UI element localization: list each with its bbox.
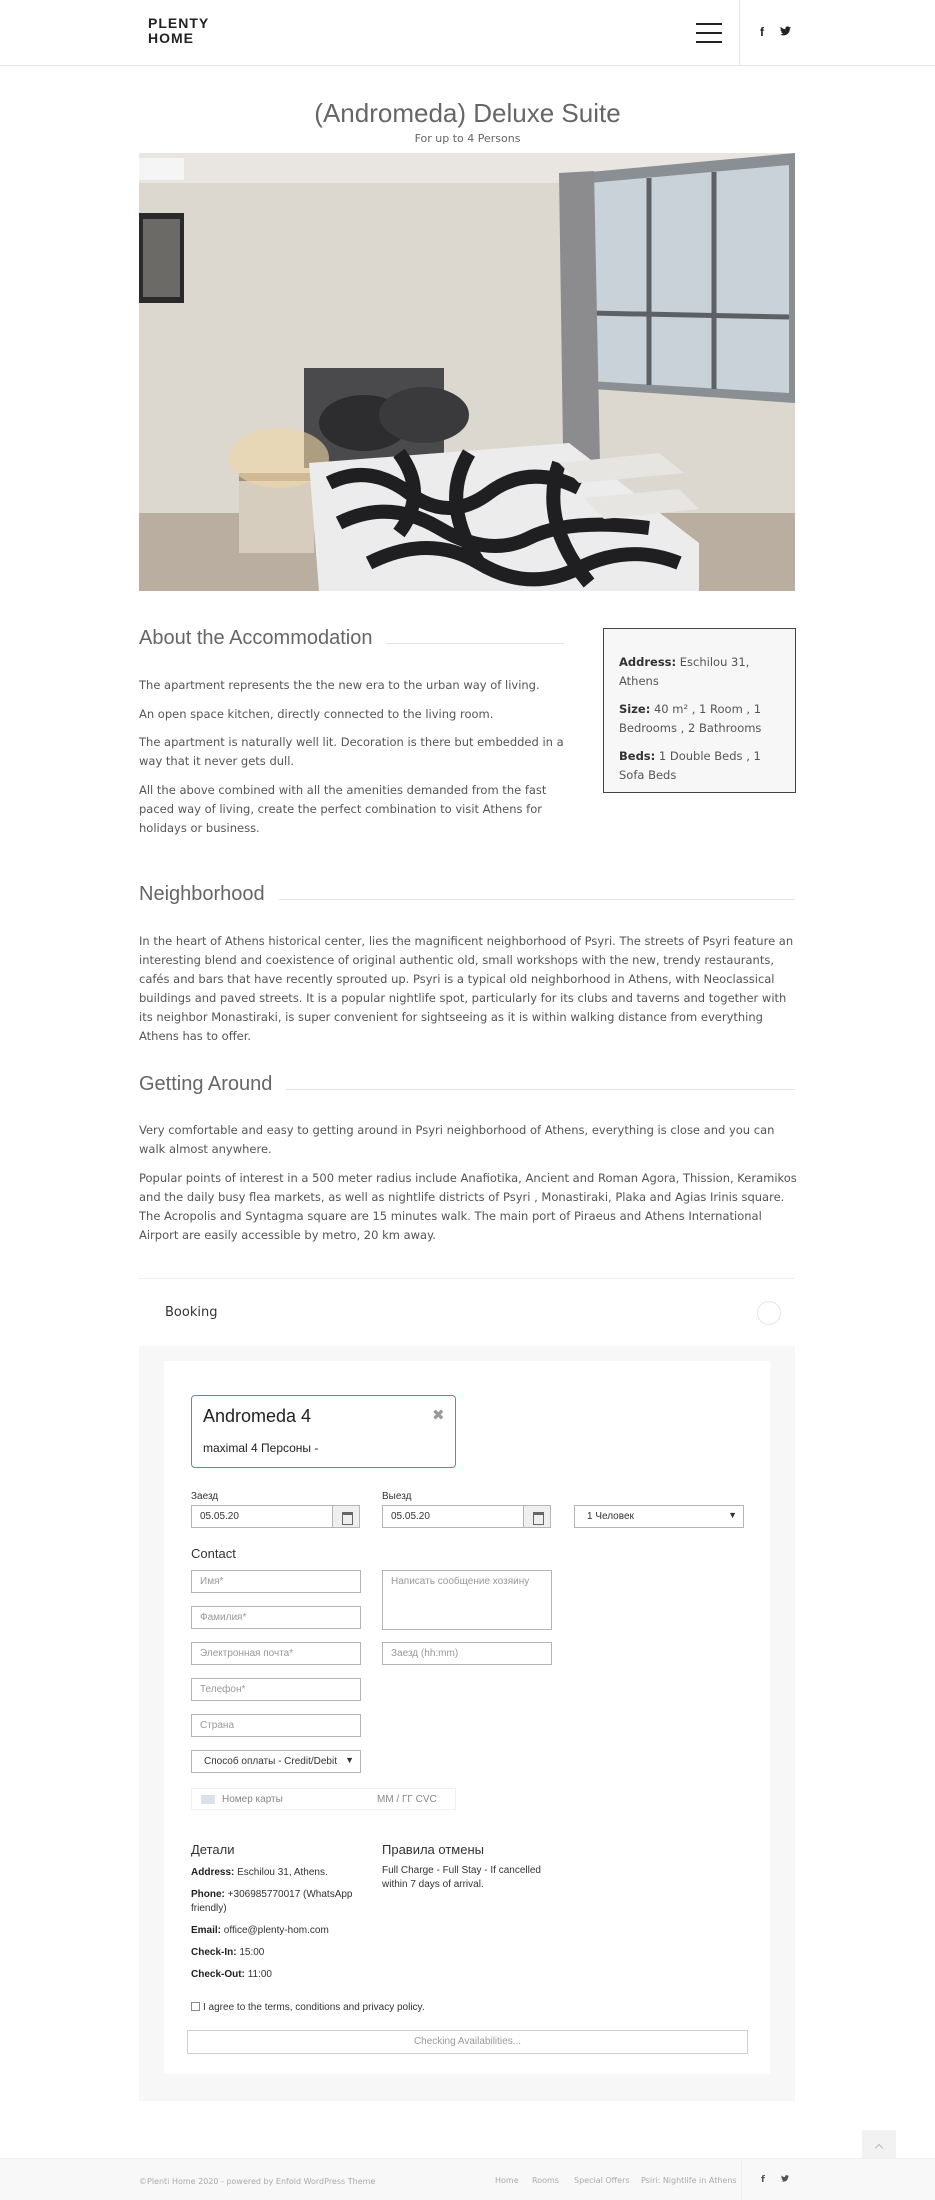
arrival-time-input[interactable]: Заезд (hh:mm) (382, 1642, 552, 1665)
booking-toggle-icon[interactable] (757, 1301, 781, 1325)
card-number-input[interactable]: Номер карты (222, 1794, 283, 1805)
details-checkout: Check-Out: 11:00 (191, 1969, 272, 1980)
logo-line-1: PLENTY (148, 15, 210, 31)
calendar-icon[interactable] (523, 1505, 551, 1528)
card-payment-field[interactable] (191, 1788, 456, 1810)
info-size-label: Size: (619, 702, 651, 716)
check-availability-button[interactable]: Checking Availabilities... (187, 2030, 748, 2054)
details-checkin: Check-In: 15:00 (191, 1947, 265, 1958)
country-input[interactable]: Страна (191, 1714, 361, 1737)
unit-name: Andromeda 4 (203, 1406, 312, 1426)
about-heading: About the Accommodation (139, 627, 386, 650)
neighborhood-heading: Neighborhood (139, 883, 279, 906)
neighborhood-paragraph: In the heart of Athens historical center, lies the magnificent neighborhood of Psyri. The streets of Psyri feature an interesting blend and coexistence of original authentic old, small workshops with the new, trendy restaurants, cafés and bars that have recently sprouted up. Psyri is a typical old neighborhood in Athens, with Neoclassical buildings and paved streets. It is a popular nightlife spot, particularly for its clubs and taverns and together with its neighbor Monastiraki, is super convenient for sightseeing as it is within walking distance from everything Athens has to offer. (139, 934, 794, 1043)
guests-select[interactable] (574, 1505, 744, 1528)
terms-label: I agree to the terms, conditions and privacy policy. (203, 2002, 425, 2013)
credit-card-icon (201, 1795, 215, 1804)
email-input[interactable]: Электронная почта* (191, 1642, 361, 1665)
first-name-input[interactable]: Имя* (191, 1570, 361, 1593)
terms-agreement (191, 2002, 425, 2013)
footer-link-home[interactable]: Home (495, 2176, 519, 2185)
departure-label: Выезд (382, 1491, 412, 1502)
guests-value: 1 Человек (587, 1511, 634, 1522)
facebook-icon[interactable]: f (760, 25, 764, 39)
getting-around-paragraph: Very comfortable and easy to getting around in Psyri neighborhood of Athens, everything is close and you can walk almost anywhere. (139, 1123, 775, 1156)
logo-line-2: HOME (148, 30, 194, 46)
hamburger-menu-icon[interactable] (696, 23, 722, 43)
booking-toggle-label[interactable]: Booking (165, 1305, 218, 1320)
site-header (0, 0, 935, 66)
info-beds-label: Beds: (619, 749, 656, 763)
getting-around-heading: Getting Around (139, 1073, 286, 1096)
site-footer (0, 2158, 935, 2200)
details-heading: Детали (191, 1842, 235, 1857)
details-phone: Phone: +306985770017 (WhatsApp friendly) (191, 1889, 353, 1914)
header-divider (739, 0, 740, 66)
getting-around-paragraph: Popular points of interest in a 500 meter radius include Anafiotika, Ancient and Roman Agora, Thission, Keramikos and the daily busy flea markets, as well as nightlife districts of Psyri , Monastiraki, Plaka and Agias Irinis square. The Acropolis and Syntagma square are 15 minutes walk. The main port of Piraeus and Athens International Airport are easily accessible by metro, 20 km away. (139, 1171, 797, 1242)
chevron-down-icon: ▼ (728, 1510, 737, 1520)
info-address-label: Address: (619, 655, 677, 669)
chevron-down-icon: ▼ (345, 1755, 354, 1765)
details-email: Email: office@plenty-hom.com (191, 1925, 329, 1936)
footer-link-rooms[interactable]: Rooms (532, 2176, 559, 2185)
arrival-label: Заезд (191, 1491, 219, 1502)
card-expiry-cvc-input[interactable]: ММ / ГГ CVC (377, 1794, 437, 1805)
calendar-icon[interactable] (332, 1505, 360, 1528)
message-textarea[interactable]: Написать сообщение хозяину (382, 1570, 552, 1630)
room-photo (139, 153, 795, 591)
info-address-value: Eschilou 31, Athens (619, 655, 750, 688)
close-icon[interactable]: ✖ (432, 1406, 445, 1424)
footer-link-psiri-nightlife[interactable]: Psiri: Nightlife in Athens (641, 2176, 737, 2185)
site-logo[interactable] (148, 16, 209, 46)
payment-method-value: Способ оплаты - Credit/Debit (204, 1756, 337, 1767)
accommodation-info-box (603, 628, 796, 793)
details-address: Address: Eschilou 31, Athens. (191, 1867, 328, 1878)
facebook-icon[interactable]: f (761, 2175, 765, 2185)
info-beds-value: 1 Double Beds , 1 Sofa Beds (619, 749, 761, 782)
footer-link-special-offers[interactable]: Special Offers (574, 2176, 630, 2185)
twitter-icon[interactable] (781, 2175, 789, 2185)
unit-capacity: maximal 4 Персоны - (203, 1441, 319, 1455)
about-paragraph: The apartment is naturally well lit. Decoration is there but embedded in a way that it never gets dull. (139, 735, 564, 768)
about-paragraph: All the above combined with all the amenities demanded from the fast paced way of living, create the perfect combination to visit Athens for holidays or business. (139, 783, 547, 835)
cancellation-heading: Правила отмены (382, 1842, 484, 1857)
booking-divider (139, 1278, 795, 1279)
terms-checkbox[interactable] (191, 2002, 200, 2011)
contact-heading: Contact (191, 1546, 236, 1561)
departure-date-input[interactable]: 05.05.20 (382, 1505, 524, 1528)
page-title: (Andromeda) Deluxe Suite (314, 98, 621, 128)
about-paragraph: An open space kitchen, directly connected to the living room. (139, 707, 494, 721)
footer-divider (741, 2159, 742, 2200)
cancellation-policy: Full Charge - Full Stay - If cancelled within 7 days of arrival. (382, 1865, 541, 1890)
page-subtitle: For up to 4 Persons (414, 132, 521, 145)
phone-input[interactable]: Телефон* (191, 1678, 361, 1701)
selected-unit-card[interactable] (191, 1395, 456, 1468)
footer-copyright: ©Plenti Home 2020 - powered by Enfold WordPress Theme (139, 2177, 376, 2186)
arrival-date-input[interactable]: 05.05.20 (191, 1505, 333, 1528)
payment-method-select[interactable] (191, 1750, 361, 1773)
info-size-value: 40 m² , 1 Room , 1 Bedrooms , 2 Bathrooms (619, 702, 762, 735)
about-paragraph: The apartment represents the the new era to the urban way of living. (139, 678, 540, 692)
last-name-input[interactable]: Фамилия* (191, 1606, 361, 1629)
twitter-icon[interactable] (780, 25, 791, 39)
